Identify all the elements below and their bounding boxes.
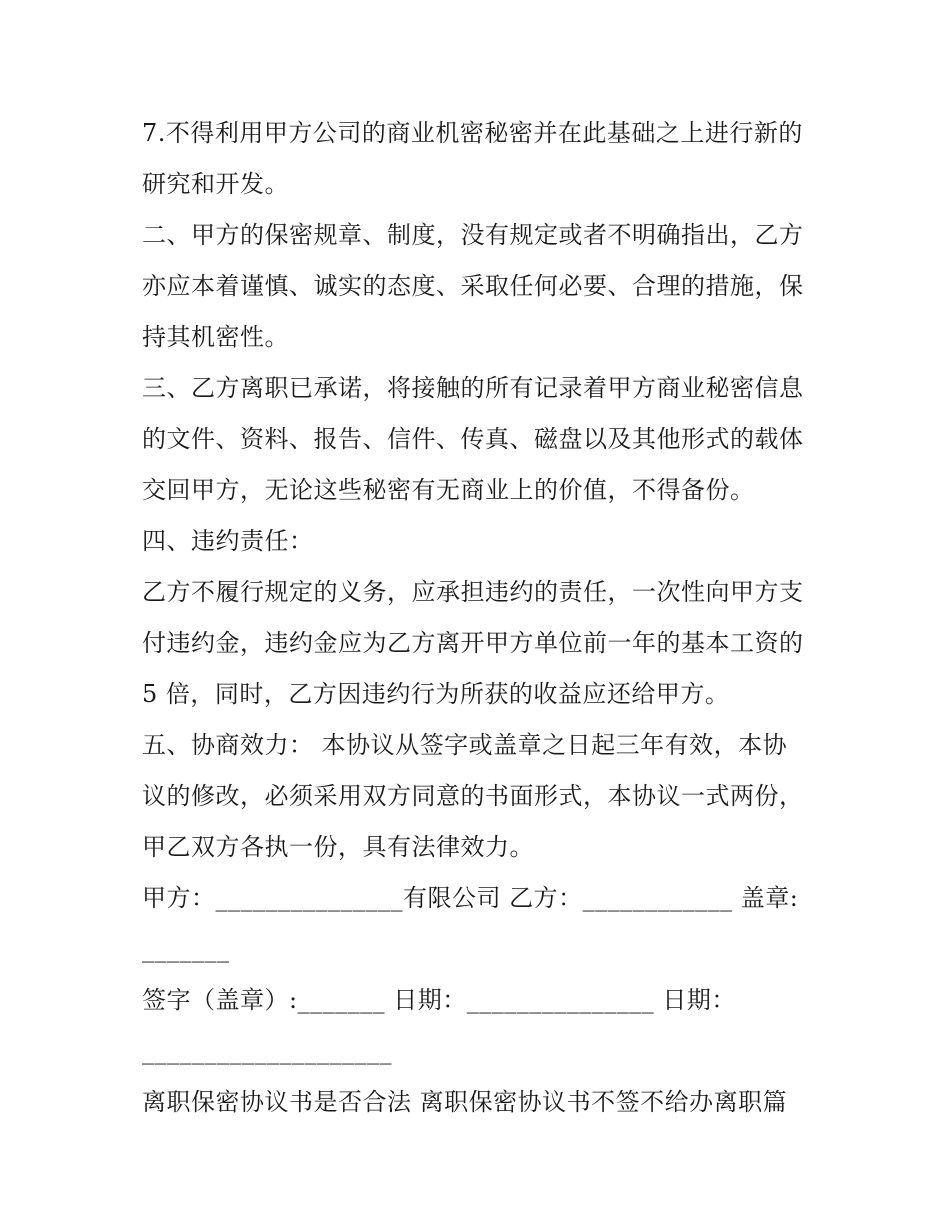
signature-line-parties: 甲方：_______________有限公司 乙方：____________ 盖章: — [142, 884, 799, 912]
text-line: 7.不得利用甲方公司的商业机密秘密并在此基础之上进行新的 — [142, 119, 803, 147]
text-line: 三、乙方离职已承诺，将接触的所有记录着甲方商业秘密信息 — [142, 374, 804, 402]
section-heading: 四、违约责任： — [142, 527, 314, 555]
signature-blank: ____________________ — [142, 1037, 392, 1065]
text-line: 交回甲方，无论这些秘密有无商业上的价值，不得备份。 — [142, 476, 755, 504]
text-line: 研究和开发。 — [142, 170, 289, 198]
signature-line-dates: 签字（盖章）:_______ 日期：_______________ 日期： — [142, 986, 736, 1014]
text-line: 五、协商效力： 本协议从签字或盖章之日起三年有效，本协 — [142, 731, 788, 759]
text-line: 甲乙双方各执一份，具有法律效力。 — [142, 833, 534, 861]
text-line: 乙方不履行规定的义务，应承担违约的责任，一次性向甲方支 — [142, 578, 804, 606]
text-line: 议的修改，必须采用双方同意的书面形式，本协议一式两份， — [142, 782, 804, 810]
text-line: 持其机密性。 — [142, 323, 289, 351]
text-line: 的文件、资料、报告、信件、传真、磁盘以及其他形式的载体 — [142, 425, 804, 453]
footer-title-line: 离职保密协议书是否合法 离职保密协议书不签不给办离职篇 — [142, 1088, 788, 1116]
document-body — [142, 108, 822, 1128]
text-line: 二、甲方的保密规章、制度，没有规定或者不明确指出，乙方 — [142, 221, 804, 249]
text-line: 亦应本着谨慎、诚实的态度、采取任何必要、合理的措施，保 — [142, 272, 804, 300]
text-line: 付违约金，违约金应为乙方离开甲方单位前一年的基本工资的 — [142, 629, 804, 657]
signature-blank: _______ — [142, 935, 230, 963]
text-line: 5 倍，同时，乙方因违约行为所获的收益应还给甲方。 — [142, 680, 730, 708]
